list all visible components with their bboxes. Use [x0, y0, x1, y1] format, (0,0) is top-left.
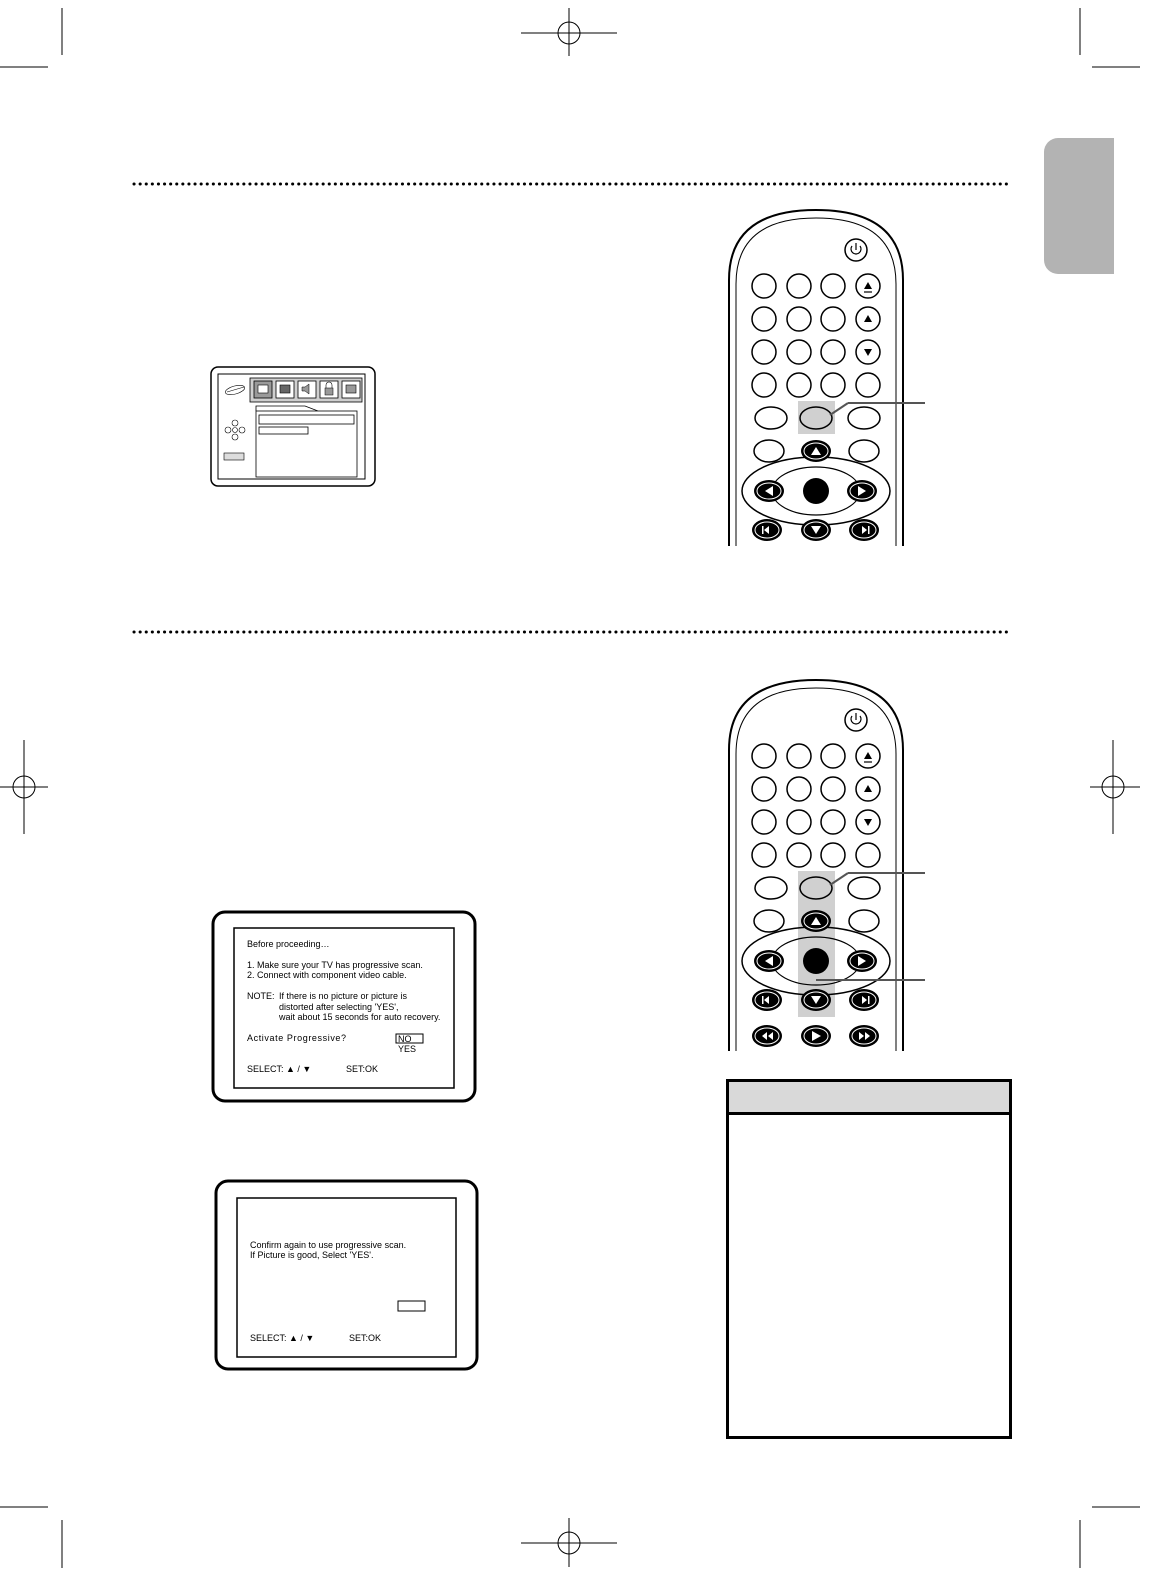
disc-menu-icon — [254, 381, 272, 398]
ok-icon — [803, 948, 829, 974]
remote-button — [752, 777, 776, 801]
down-arrow-icon — [801, 519, 831, 541]
remote-button — [821, 744, 845, 768]
remote-button — [849, 910, 879, 932]
dialog-line: Confirm again to use progressive scan. — [250, 1240, 407, 1250]
prev-icon — [752, 989, 782, 1011]
remote-button — [787, 274, 811, 298]
ok-icon — [803, 478, 829, 504]
right-arrow-icon — [847, 950, 877, 972]
play-icon — [801, 1025, 831, 1047]
remote-button — [821, 307, 845, 331]
note-label: NOTE: — [247, 991, 275, 1001]
remote-button — [752, 744, 776, 768]
remote-button — [755, 877, 787, 899]
remote-button — [848, 877, 880, 899]
remote-button — [849, 440, 879, 462]
language-tab — [1044, 138, 1114, 274]
other-icon — [342, 381, 360, 398]
power-icon — [845, 239, 867, 261]
option-yes: YES — [398, 1044, 417, 1054]
remote-button — [752, 373, 776, 397]
hint-box-header — [729, 1082, 1009, 1115]
remote-button — [848, 407, 880, 429]
lock-icon — [320, 381, 338, 398]
remote-button — [787, 307, 811, 331]
remote-button — [821, 843, 845, 867]
option-no: NO — [398, 1034, 412, 1044]
rewind-icon — [752, 1025, 782, 1047]
dialog-line: If Picture is good, Select 'YES'. — [250, 1250, 374, 1260]
set-hint: SET:OK — [349, 1333, 382, 1343]
remote-control — [729, 680, 925, 1051]
remote-button — [752, 810, 776, 834]
registration-mark-right — [1090, 740, 1140, 834]
prev-icon — [752, 519, 782, 541]
picture-icon — [276, 381, 294, 398]
dialog-line: 1. Make sure your TV has progressive scan. — [247, 960, 423, 970]
remote-button — [821, 777, 845, 801]
up-arrow-icon — [801, 910, 831, 932]
select-hint: SELECT: ▲ / ▼ — [250, 1333, 315, 1343]
remote-button — [821, 810, 845, 834]
next-icon — [849, 519, 879, 541]
remote-button — [800, 407, 832, 429]
remote-button — [754, 440, 784, 462]
dialog-line: Before proceeding… — [247, 939, 330, 949]
remote-button — [856, 843, 880, 867]
registration-mark-bottom — [521, 1518, 617, 1567]
remote-button — [752, 274, 776, 298]
remote-button — [787, 777, 811, 801]
yes-option-box — [398, 1301, 425, 1311]
remote-control — [729, 210, 925, 546]
dialog-question: Activate Progressive? — [247, 1033, 347, 1043]
hint-box — [726, 1079, 1012, 1439]
registration-mark-top — [521, 8, 617, 56]
up-arrow-icon — [801, 440, 831, 462]
remote-button — [787, 810, 811, 834]
select-hint: SELECT: ▲ / ▼ — [247, 1064, 312, 1074]
dialog-note: wait about 15 seconds for auto recovery. — [279, 1012, 441, 1022]
next-icon — [849, 989, 879, 1011]
left-arrow-icon — [754, 480, 784, 502]
remote-button — [800, 877, 832, 899]
remote-button — [821, 274, 845, 298]
dialog-line: 2. Connect with component video cable. — [247, 970, 407, 980]
remote-button — [821, 340, 845, 364]
dialog-note: distorted after selecting 'YES', — [279, 1002, 399, 1012]
remote-button — [752, 843, 776, 867]
remote-button — [755, 407, 787, 429]
remote-button — [752, 307, 776, 331]
down-arrow-icon — [801, 989, 831, 1011]
power-icon — [845, 709, 867, 731]
speaker-icon — [298, 381, 316, 398]
remote-button — [856, 373, 880, 397]
remote-button — [787, 340, 811, 364]
remote-button — [754, 910, 784, 932]
fast-forward-icon — [849, 1025, 879, 1047]
remote-button — [752, 340, 776, 364]
registration-mark-left — [0, 740, 48, 834]
right-arrow-icon — [847, 480, 877, 502]
dialog-note: If there is no picture or picture is — [279, 991, 408, 1001]
set-hint: SET:OK — [346, 1064, 379, 1074]
setup-menu-illustration — [211, 367, 375, 486]
remote-button — [787, 373, 811, 397]
remote-button — [821, 373, 845, 397]
remote-button — [787, 843, 811, 867]
left-arrow-icon — [754, 950, 784, 972]
remote-button — [787, 744, 811, 768]
